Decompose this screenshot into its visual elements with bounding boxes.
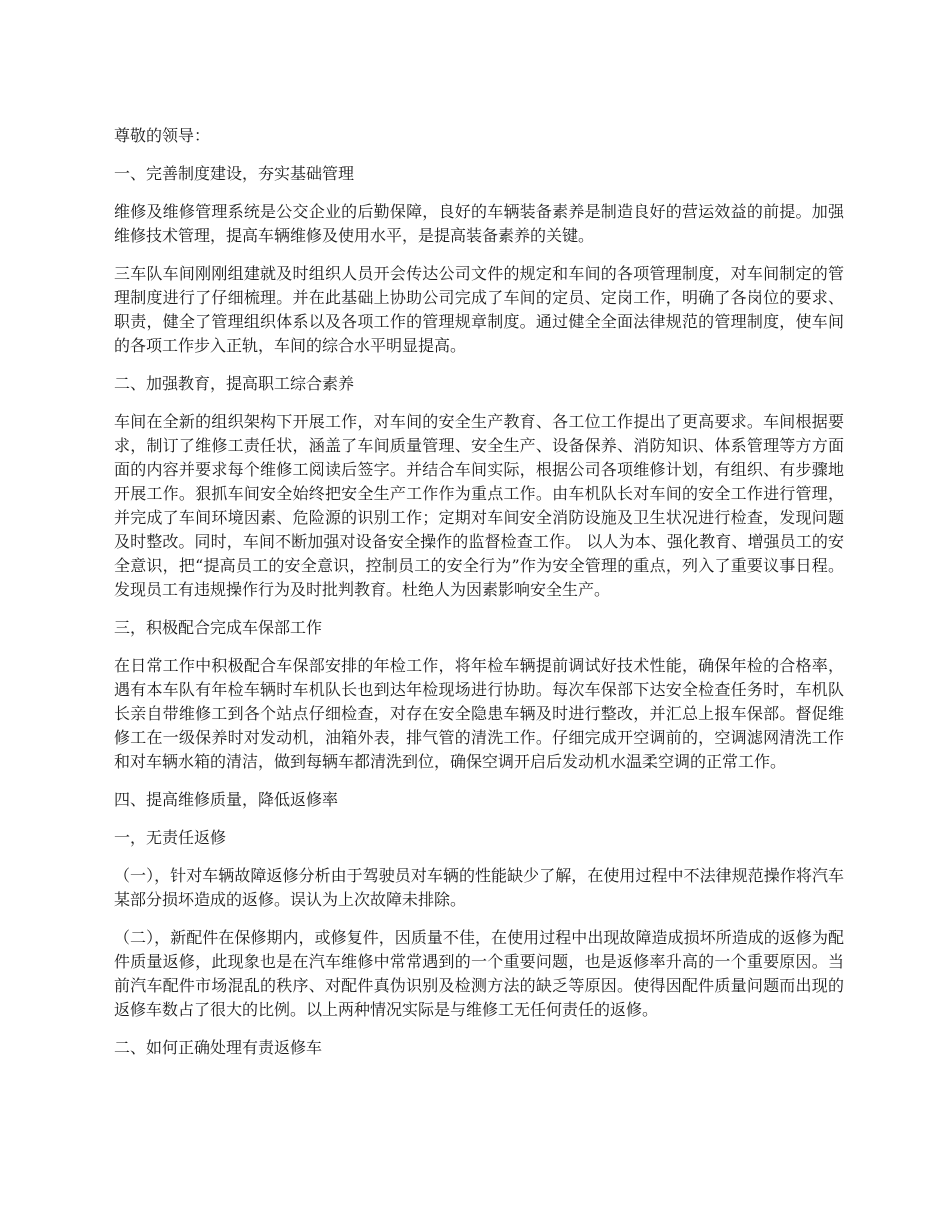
body-paragraph: 三车队车间刚刚组建就及时组织人员开会传达公司文件的规定和车间的各项管理制度，对车间制定的管理制度进行了仔细梳理。并在此基础上协助公司完成了车间的定员、定岗工作，明确了各岗位的要求、职责，健全了管理组织体系以及各项工作的管理规章制度。通过健全全面法律规范的管理制度，使车间的各项工作步入正轨，车间的综合水平明显提高。 (114, 264, 844, 355)
body-paragraph: 在日常工作中积极配合车保部安排的年检工作，将年检车辆提前调试好技术性能，确保年检的合格率，遇有本车队有年检车辆时车机队长也到达年检现场进行协助。每次车保部下达安全检查任务时，车机队长亲自带维修工到各个站点仔细检查，对存在安全隐患车辆及时进行整改，并汇总上报车保部。督促维修工在一级保养时对发动机，油箱外表，排气管的清洗工作。仔细完成开空调前的，空调滤网清洗工作和对车辆水箱的清洁，做到每辆车都清洗到位，确保空调开启后发动机水温柔空调的正常工作。 (114, 656, 844, 771)
subsection-heading: 一，无责任返修 (114, 828, 227, 847)
section-heading-2: 二、加强教育，提高职工综合素养 (114, 374, 355, 393)
section-heading-3: 三，积极配合完成车保部工作 (114, 618, 323, 637)
subsection-heading: 二、如何正确处理有责返修车 (114, 1038, 323, 1057)
body-paragraph: 维修及维修管理系统是公交企业的后勤保障，良好的车辆装备素养是制造良好的营运效益的前提。加强维修技术管理，提高车辆维修及使用水平，是提高装备素养的关键。 (114, 202, 844, 245)
salutation: 尊敬的领导： (114, 126, 211, 145)
body-paragraph: （二），新配件在保修期内，或修复件，因质量不佳，在使用过程中出现故障造成损坏所造成的返修为配件质量返修，此现象也是在汽车维修中常常遇到的一个重要问题，也是返修率升高的一个重要原因。当前汽车配件市场混乱的秩序、对配件真伪识别及检测方法的缺乏等原因。使得因配件质量问题而出现的返修车数占了很大的比例。以上两种情况实际是与维修工无任何责任的返修。 (114, 928, 844, 1019)
document-page (114, 124, 844, 1074)
body-paragraph: 车间在全新的组织架构下开展工作，对车间的安全生产教育、各工位工作提出了更高要求。车间根据要求，制订了维修工责任状，涵盖了车间质量管理、安全生产、设备保养、消防知识、体系管理等方方面面的内容并要求每个维修工阅读后签字。并结合车间实际，根据公司各项维修计划，有组织、有步骤地开展工作。狠抓车间安全始终把安全生产工作作为重点工作。由车机队长对车间的安全工作进行管理，并完成了车间环境因素、危险源的识别工作；定期对车间安全消防设施及卫生状况进行检查，发现问题及时整改。同时，车间不断加强对设备安全操作的监督检查工作。 以人为本、强化教育、增强员工的安全意识，把“提高员工的安全意识，控制员工的安全行为”作为安全管理的重点，列入了重要议事日程。发现员工有违规操作行为及时批判教育。杜绝人为因素影响安全生产。 (114, 412, 844, 599)
section-heading-1: 一、完善制度建设，夯实基础管理 (114, 164, 355, 183)
section-heading-4: 四、提高维修质量，降低返修率 (114, 790, 339, 809)
body-paragraph: （一），针对车辆故障返修分析由于驾驶员对车辆的性能缺少了解，在使用过程中不法律规范操作将汽车某部分损坏造成的返修。误认为上次故障未排除。 (114, 866, 844, 909)
